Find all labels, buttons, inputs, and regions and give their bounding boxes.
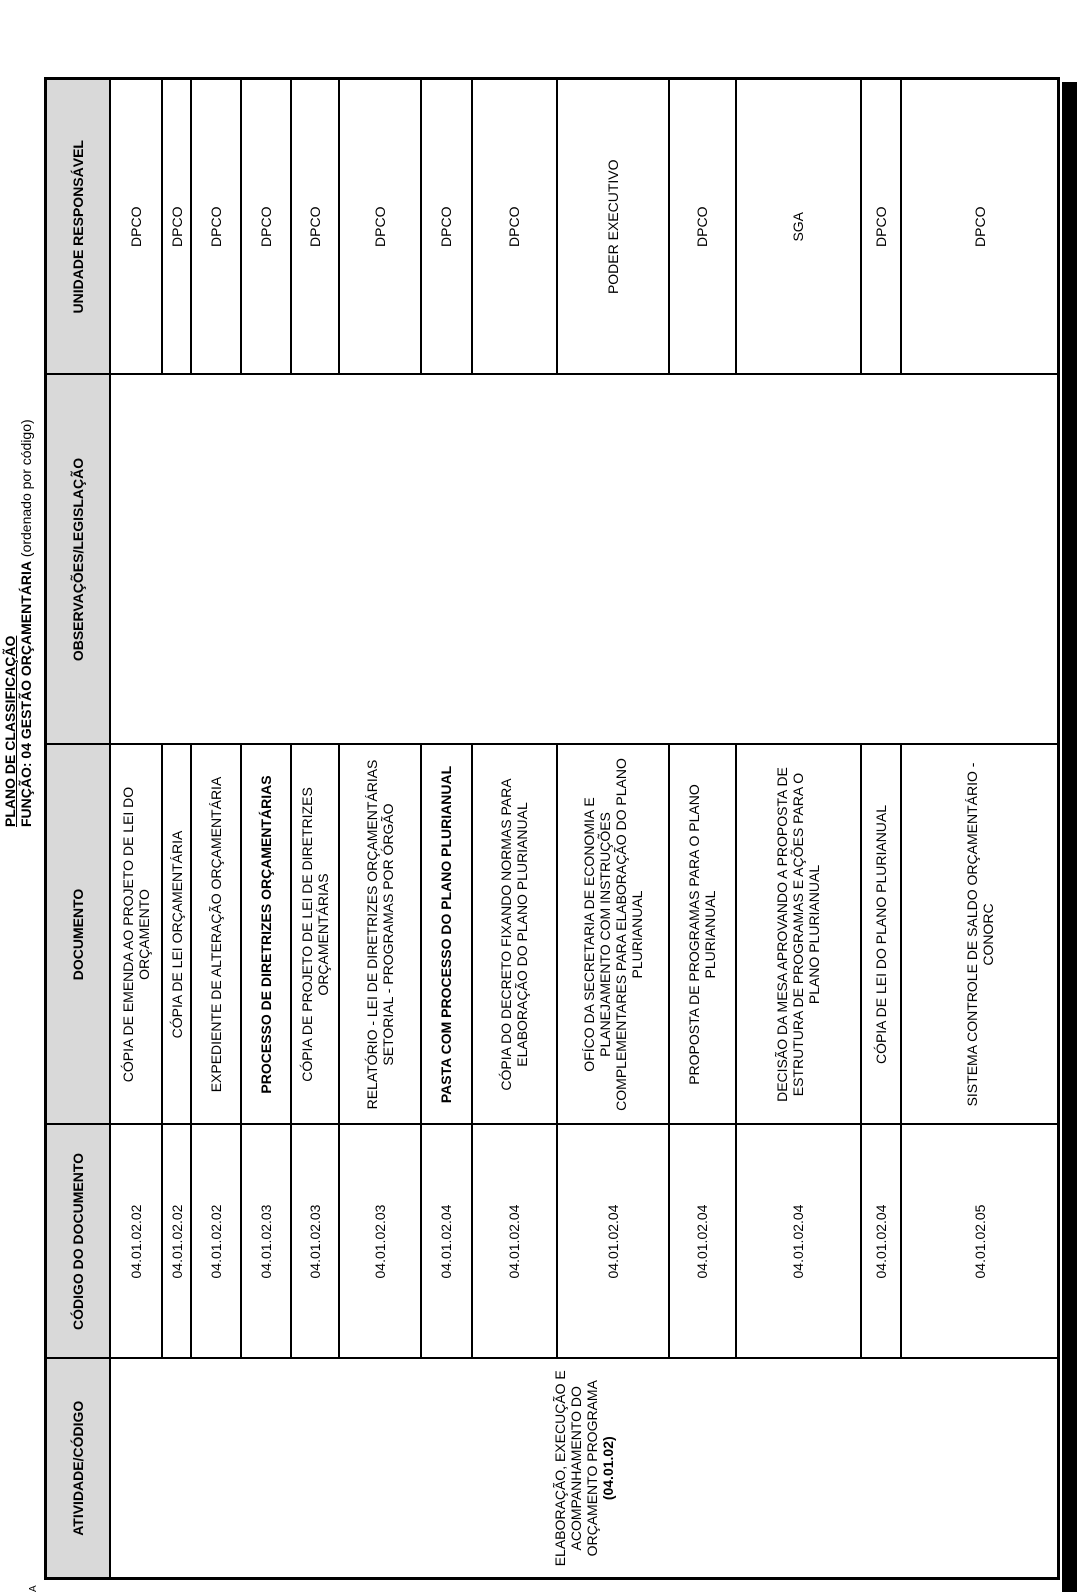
table-row [191,79,241,1579]
unit-cell: DPCO [191,79,241,375]
col-header-activity: ATIVIDADE/CÓDIGO [46,1359,111,1579]
table-row [472,79,558,1579]
table-row [861,79,901,1579]
col-header-observations: OBSERVAÇÕES/LEGISLAÇÃO [46,375,111,745]
table-header-row [46,79,111,1579]
doc-code-cell: 04.01.02.03 [291,1125,339,1359]
unit-cell: DPCO [421,79,471,375]
document-cell: SISTEMA CONTROLE DE SALDO ORÇAMENTÁRIO - CONORC [901,745,1058,1125]
table-row [241,79,291,1579]
unit-cell: DPCO [901,79,1058,375]
doc-code-cell: 04.01.02.04 [421,1125,471,1359]
doc-code-cell: 04.01.02.05 [901,1125,1058,1359]
doc-code-cell: 04.01.02.02 [162,1125,190,1359]
document-cell: PROPOSTA DE PROGRAMAS PARA O PLANO PLURIANUAL [669,745,736,1125]
doc-code-cell: 04.01.02.04 [472,1125,558,1359]
unit-cell: DPCO [669,79,736,375]
doc-code-cell: 04.01.02.02 [191,1125,241,1359]
page-subtitle [18,27,36,827]
doc-code-cell: 04.01.02.04 [557,1125,668,1359]
doc-code-cell: 04.01.02.04 [861,1125,901,1359]
unit-cell: PODER EXECUTIVO [557,79,668,375]
subtitle-order: (ordenado por código) [18,419,34,561]
document-cell: DECISÃO DA MESA APROVANDO A PROPOSTA DE ESTRUTURA DE PROGRAMAS E AÇÕES PARA O PLANO PLURIANUAL [736,745,862,1125]
table-row [339,79,421,1579]
subtitle-function: FUNÇÃO: 04 GESTÃO ORÇAMENTÁRIA [18,560,34,827]
document-cell: CÓPIA DE LEI DO PLANO PLURIANUAL [861,745,901,1125]
col-header-document: DOCUMENTO [46,745,111,1125]
doc-code-cell: 04.01.02.03 [339,1125,421,1359]
unit-cell: DPCO [110,79,162,375]
activity-name: ELABORAÇÃO, EXECUÇÃO E ACOMPANHAMENTO DO ORÇAMENTO PROGRAMA [552,1370,600,1567]
document-cell: CÓPIA DE PROJETO DE LEI DE DIRETRIZES ORÇAMENTÁRIAS [291,745,339,1125]
document-cell: EXPEDIENTE DE ALTERAÇÃO ORÇAMENTÁRIA [191,745,241,1125]
unit-cell: DPCO [162,79,190,375]
corner-mark: A [28,1585,39,1592]
unit-cell: SGA [736,79,862,375]
document-cell: PROCESSO DE DIRETRIZES ORÇAMENTÁRIAS [241,745,291,1125]
scan-edge-bar [1062,82,1077,1592]
doc-code-cell: 04.01.02.04 [669,1125,736,1359]
unit-cell: DPCO [861,79,901,375]
table-row [736,79,862,1579]
document-cell: CÓPIA DE EMENDA AO PROJETO DE LEI DO ORÇAMENTO [110,745,162,1125]
table-row [901,79,1058,1579]
doc-code-cell: 04.01.02.02 [110,1125,162,1359]
unit-cell: DPCO [472,79,558,375]
classification-table [44,77,1060,1580]
document-cell: OFÍCO DA SECRETARIA DE ECONOMIA E PLANEJAMENTO COM INSTRUÇÕES COMPLEMENTARES PARA ELABORAÇÃO DO PLANO PLURIANUAL [557,745,668,1125]
table-row [110,79,162,1579]
doc-code-cell: 04.01.02.04 [736,1125,862,1359]
document-cell: PASTA COM PROCESSO DO PLANO PLURIANUAL [421,745,471,1125]
page-title: PLANO DE CLASSIFICAÇÃO [2,635,18,827]
activity-code: (04.01.02) [600,1436,616,1501]
table-row [162,79,190,1579]
table-row [557,79,668,1579]
doc-code-cell: 04.01.02.03 [241,1125,291,1359]
document-cell: CÓPIA DE LEI ORÇAMENTÁRIA [162,745,190,1125]
document-cell: RELATÓRIO - LEI DE DIRETRIZES ORÇAMENTÁRIAS SETORIAL - PROGRAMAS POR ÓRGÃO [339,745,421,1125]
col-header-unit: UNIDADE RESPONSÁVEL [46,79,111,375]
unit-cell: DPCO [291,79,339,375]
col-header-doc-code: CÓDIGO DO DOCUMENTO [46,1125,111,1359]
table-row [669,79,736,1579]
document-cell: CÓPIA DO DECRETO FIXANDO NORMAS PARA ELABORAÇÃO DO PLANO PLURIANUAL [472,745,558,1125]
activity-cell [110,1359,1059,1579]
unit-cell: DPCO [339,79,421,375]
table-row [421,79,471,1579]
unit-cell: DPCO [241,79,291,375]
observations-cell [110,375,1059,745]
table-row [291,79,339,1579]
